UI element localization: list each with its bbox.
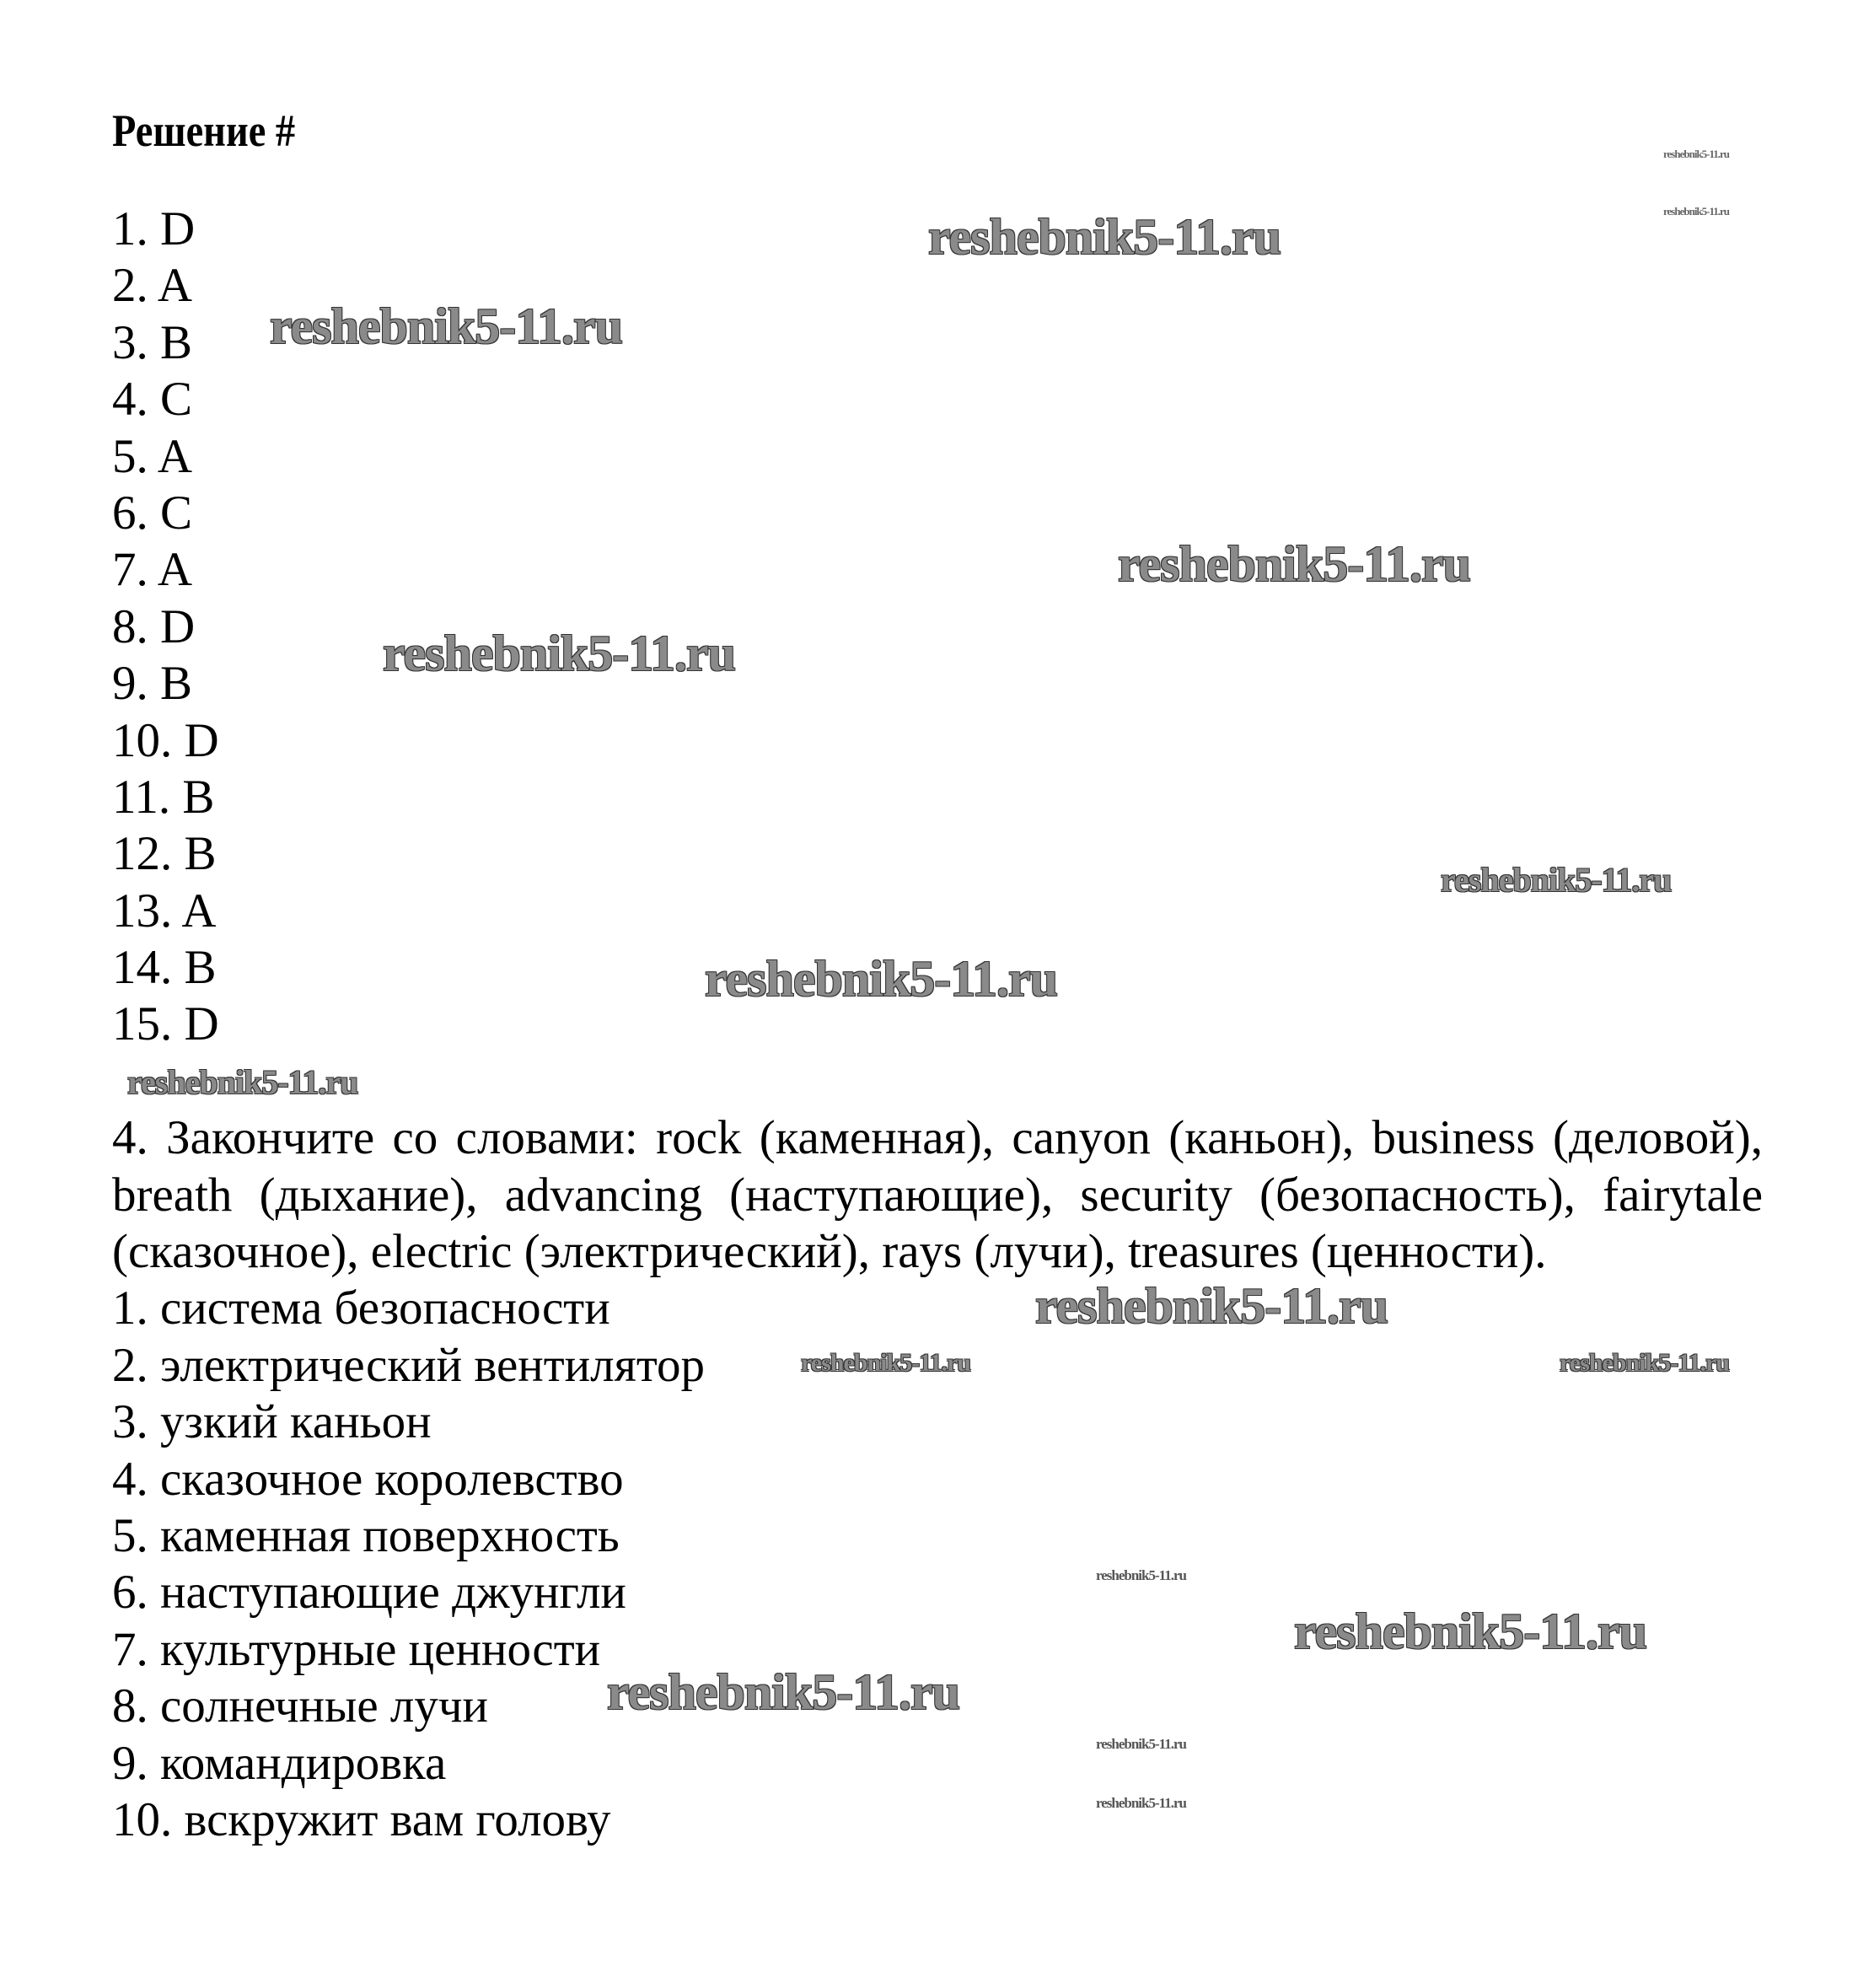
watermark: reshebnik5-11.ru	[928, 209, 1281, 265]
answer-item: 14. B	[112, 941, 217, 995]
answer-item: 1. D	[112, 202, 196, 255]
watermark: reshebnik5-11.ru	[1441, 861, 1672, 899]
answer-item: 2. A	[112, 259, 193, 313]
watermark: reshebnik5-11.ru	[705, 951, 1057, 1007]
answer-item: 8. D	[112, 599, 196, 653]
answer-item: 15. D	[112, 997, 219, 1051]
watermark: reshebnik5-11.ru	[1096, 1795, 1186, 1811]
answer-item: 10. D	[112, 713, 219, 767]
task4-item: 1. система безопасности	[112, 1281, 610, 1335]
watermark: reshebnik5-11.ru	[1560, 1349, 1729, 1377]
answer-item: 5. A	[112, 429, 193, 483]
watermark: reshebnik5-11.ru	[1035, 1278, 1388, 1334]
task4-item: 4. сказочное королевство	[112, 1452, 624, 1506]
watermark: reshebnik5-11.ru	[1663, 148, 1730, 160]
task4-instruction-line: (сказочное), electric (электрический), rays (лучи), treasures (ценности).	[112, 1225, 1547, 1279]
watermark: reshebnik5-11.ru	[1663, 205, 1730, 218]
task4-item: 7. культурные ценности	[112, 1622, 601, 1676]
watermark: reshebnik5-11.ru	[270, 298, 622, 354]
document-body	[112, 201, 1763, 1848]
task4-instruction-line: 4. Закончите со словами: rock (каменная), canyon (каньон), business (деловой),	[112, 1111, 1763, 1165]
task4-item: 6. наступающие джунгли	[112, 1566, 626, 1620]
watermark: reshebnik5-11.ru	[607, 1664, 959, 1720]
watermark: reshebnik5-11.ru	[1096, 1736, 1186, 1752]
watermark: reshebnik5-11.ru	[801, 1349, 970, 1377]
task4-item: 5. каменная поверхность	[112, 1508, 620, 1562]
answer-item: 12. B	[112, 827, 217, 881]
task4-instruction-line: breath (дыхание), advancing (наступающие), security (безопасность), fairytale	[112, 1168, 1763, 1222]
watermark: reshebnik5-11.ru	[1294, 1604, 1646, 1659]
watermark: reshebnik5-11.ru	[383, 626, 735, 681]
answer-item: 11. B	[112, 770, 215, 824]
task4-item: 9. командировка	[112, 1736, 447, 1790]
answer-item: 9. B	[112, 657, 193, 711]
answer-item: 6. C	[112, 486, 193, 540]
watermark: reshebnik5-11.ru	[127, 1063, 358, 1101]
task4-item: 3. узкий каньон	[112, 1395, 432, 1449]
answer-item: 13. A	[112, 884, 217, 938]
task4-item: 2. электрический вентилятор	[112, 1338, 705, 1392]
answer-item: 4. C	[112, 373, 193, 427]
task4-item: 8. солнечные лучи	[112, 1679, 489, 1733]
answer-item: 7. A	[112, 543, 193, 597]
task4-item: 10. вскружит вам голову	[112, 1792, 611, 1846]
watermark: reshebnik5-11.ru	[1118, 536, 1470, 592]
blank-line	[112, 1053, 1763, 1110]
page-title: Решение #	[112, 105, 296, 156]
watermark: reshebnik5-11.ru	[1096, 1567, 1186, 1583]
answer-item: 3. B	[112, 315, 193, 369]
